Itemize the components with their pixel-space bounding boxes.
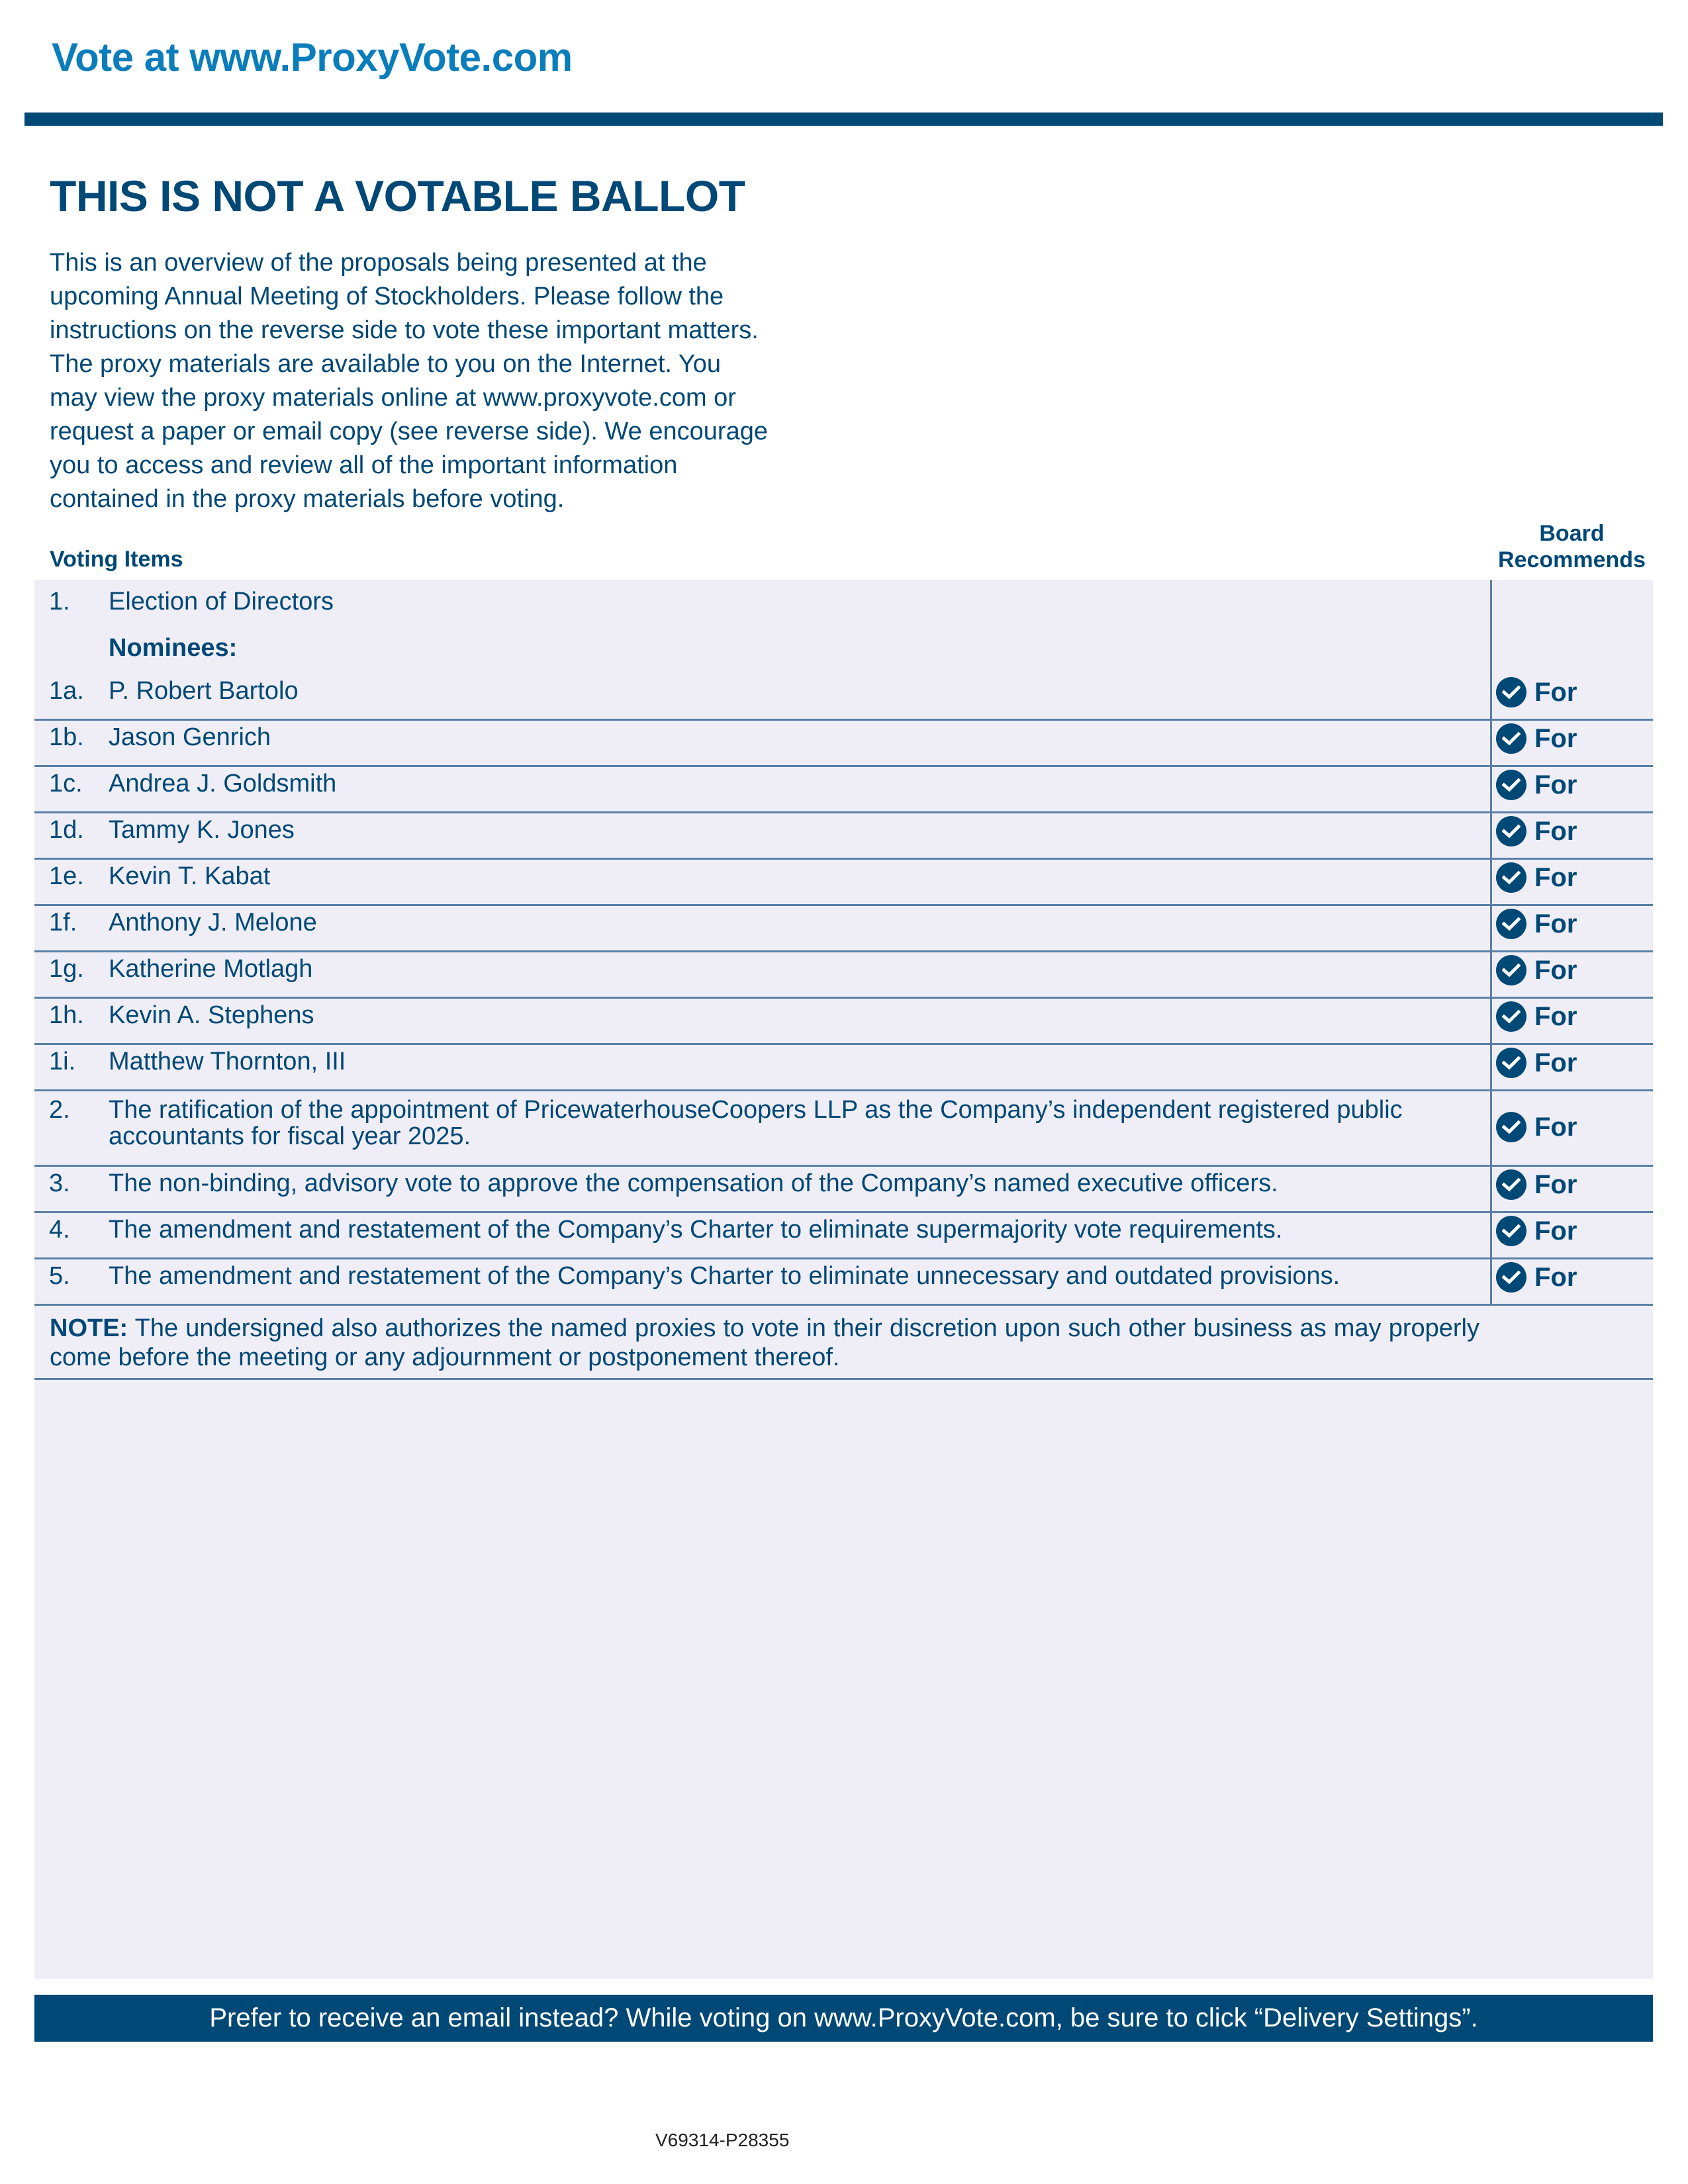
check-circle-icon xyxy=(1496,862,1526,893)
check-circle-icon xyxy=(1496,955,1526,985)
row-divider xyxy=(34,1043,1653,1045)
item-number: 1i. xyxy=(49,1048,76,1075)
nominee-name: Matthew Thornton, III xyxy=(109,1048,346,1075)
board-recommendation xyxy=(1496,909,1577,939)
column-divider xyxy=(1490,580,1492,1304)
check-circle-icon xyxy=(1496,1001,1526,1032)
recommendation-label: For xyxy=(1534,1112,1577,1142)
document-code: V69314-P28355 xyxy=(655,2130,790,2150)
nominee-name: Andrea J. Goldsmith xyxy=(109,770,337,797)
recommendation-label: For xyxy=(1534,677,1577,707)
item-number: 1g. xyxy=(49,955,84,983)
proposal-text-line1: The ratification of the appointment of PricewaterhouseCoopers LLP as the Company’s independent registered public xyxy=(109,1096,1403,1124)
row-divider xyxy=(34,950,1653,952)
nominee-name: Kevin A. Stephens xyxy=(109,1001,314,1029)
row-divider xyxy=(34,1304,1653,1306)
board-recommendation xyxy=(1496,1262,1577,1293)
board-recommendation xyxy=(1496,862,1577,893)
board-recommends-line2: Recommends xyxy=(1498,547,1646,572)
nominee-name: P. Robert Bartolo xyxy=(109,677,299,705)
recommendation-label: For xyxy=(1534,1169,1577,1199)
voting-items-header: Voting Items xyxy=(50,547,183,572)
board-recommendation xyxy=(1496,723,1577,754)
row-divider xyxy=(34,1089,1653,1091)
intro-line: The proxy materials are available to you on the Internet. You xyxy=(50,350,721,378)
item-number: 1d. xyxy=(49,816,84,844)
nominee-name: Kevin T. Kabat xyxy=(109,862,271,890)
recommendation-label: For xyxy=(1534,862,1577,892)
item-text: Election of Directors xyxy=(109,588,334,615)
item-number: 1b. xyxy=(49,723,84,751)
intro-line: may view the proxy materials online at www.proxyvote.com or xyxy=(50,384,736,412)
recommendation-label: For xyxy=(1534,1001,1577,1031)
board-recommendation xyxy=(1496,816,1577,846)
intro-line: instructions on the reverse side to vote these important matters. xyxy=(50,316,759,344)
page-title: THIS IS NOT A VOTABLE BALLOT xyxy=(50,171,745,220)
board-recommendation xyxy=(1496,770,1577,800)
board-recommendation xyxy=(1496,955,1577,985)
row-divider xyxy=(34,1257,1653,1259)
check-circle-icon xyxy=(1496,1262,1526,1293)
item-number: 1f. xyxy=(49,909,77,936)
check-circle-icon xyxy=(1496,1216,1526,1246)
row-divider xyxy=(34,1211,1653,1213)
note-paragraph xyxy=(50,1314,1479,1372)
item-number: 1h. xyxy=(49,1001,84,1029)
recommendation-label: For xyxy=(1534,955,1577,985)
intro-line: request a paper or email copy (see reverse side). We encourage xyxy=(50,418,768,445)
item-number: 1c. xyxy=(49,770,83,797)
item-number: 3. xyxy=(49,1169,70,1197)
nominee-name: Anthony J. Melone xyxy=(109,909,317,936)
check-circle-icon xyxy=(1496,723,1526,754)
item-number: 4. xyxy=(49,1216,70,1244)
row-divider xyxy=(34,858,1653,860)
proposal-text: The amendment and restatement of the Company’s Charter to eliminate supermajority vote requirements. xyxy=(109,1216,1283,1244)
proposal-text: The non-binding, advisory vote to approve the compensation of the Company’s named executive officers. xyxy=(109,1169,1278,1197)
item-number: 1. xyxy=(49,588,70,615)
nominee-name: Jason Genrich xyxy=(109,723,271,751)
intro-paragraph xyxy=(50,246,831,516)
check-circle-icon xyxy=(1496,909,1526,939)
check-circle-icon xyxy=(1496,1048,1526,1078)
check-circle-icon xyxy=(1496,677,1526,707)
intro-line: contained in the proxy materials before voting. xyxy=(50,485,565,513)
recommendation-label: For xyxy=(1534,1048,1577,1077)
board-recommends-line1: Board xyxy=(1539,521,1605,546)
row-divider xyxy=(34,904,1653,906)
recommendation-label: For xyxy=(1534,723,1577,753)
check-circle-icon xyxy=(1496,816,1526,846)
note-label: NOTE: xyxy=(50,1314,128,1342)
board-recommendation xyxy=(1496,1001,1577,1032)
item-number: 5. xyxy=(49,1262,70,1290)
recommendation-label: For xyxy=(1534,816,1577,846)
note-text: The undersigned also authorizes the named proxies to vote in their discretion upon such other business as may properly come before the meeting or any adjournment or postponement thereof. xyxy=(50,1314,1479,1371)
recommendation-label: For xyxy=(1534,770,1577,799)
row-divider xyxy=(34,811,1653,813)
board-recommendation xyxy=(1496,1048,1577,1078)
nominee-name: Tammy K. Jones xyxy=(109,816,295,844)
item-number: 1e. xyxy=(49,862,84,890)
recommendation-label: For xyxy=(1534,1262,1577,1292)
recommendation-label: For xyxy=(1534,1216,1577,1246)
proposal-text: The amendment and restatement of the Company’s Charter to eliminate unnecessary and outdated provisions. xyxy=(109,1262,1340,1290)
proxyvote-link[interactable]: Vote at www.ProxyVote.com xyxy=(52,35,573,79)
nominees-label: Nominees: xyxy=(109,634,238,662)
item-number: 2. xyxy=(49,1096,70,1124)
row-divider xyxy=(34,719,1653,721)
board-recommendation xyxy=(1496,1169,1577,1200)
board-recommendation xyxy=(1496,1112,1577,1142)
check-circle-icon xyxy=(1496,1169,1526,1200)
board-recommendation xyxy=(1496,1216,1577,1246)
proposal-text-line2: accountants for fiscal year 2025. xyxy=(109,1122,471,1150)
row-divider xyxy=(34,1378,1653,1380)
row-divider xyxy=(34,997,1653,999)
nominee-name: Katherine Motlagh xyxy=(109,955,313,983)
intro-line: This is an overview of the proposals being presented at the xyxy=(50,249,707,277)
check-circle-icon xyxy=(1496,770,1526,800)
board-recommendation xyxy=(1496,677,1577,707)
intro-line: upcoming Annual Meeting of Stockholders. Please follow the xyxy=(50,283,724,310)
row-divider xyxy=(34,765,1653,767)
board-recommends-header xyxy=(1491,520,1653,573)
check-circle-icon xyxy=(1496,1112,1526,1142)
row-divider xyxy=(34,1165,1653,1167)
item-number: 1a. xyxy=(49,677,84,705)
recommendation-label: For xyxy=(1534,909,1577,938)
email-delivery-banner xyxy=(34,1995,1653,2042)
intro-line: you to access and review all of the important information xyxy=(50,451,678,479)
email-banner-text: Prefer to receive an email instead? While voting on www.ProxyVote.com, be sure to click “Delivery Settings”. xyxy=(209,2003,1478,2032)
header-divider-bar xyxy=(24,113,1663,126)
